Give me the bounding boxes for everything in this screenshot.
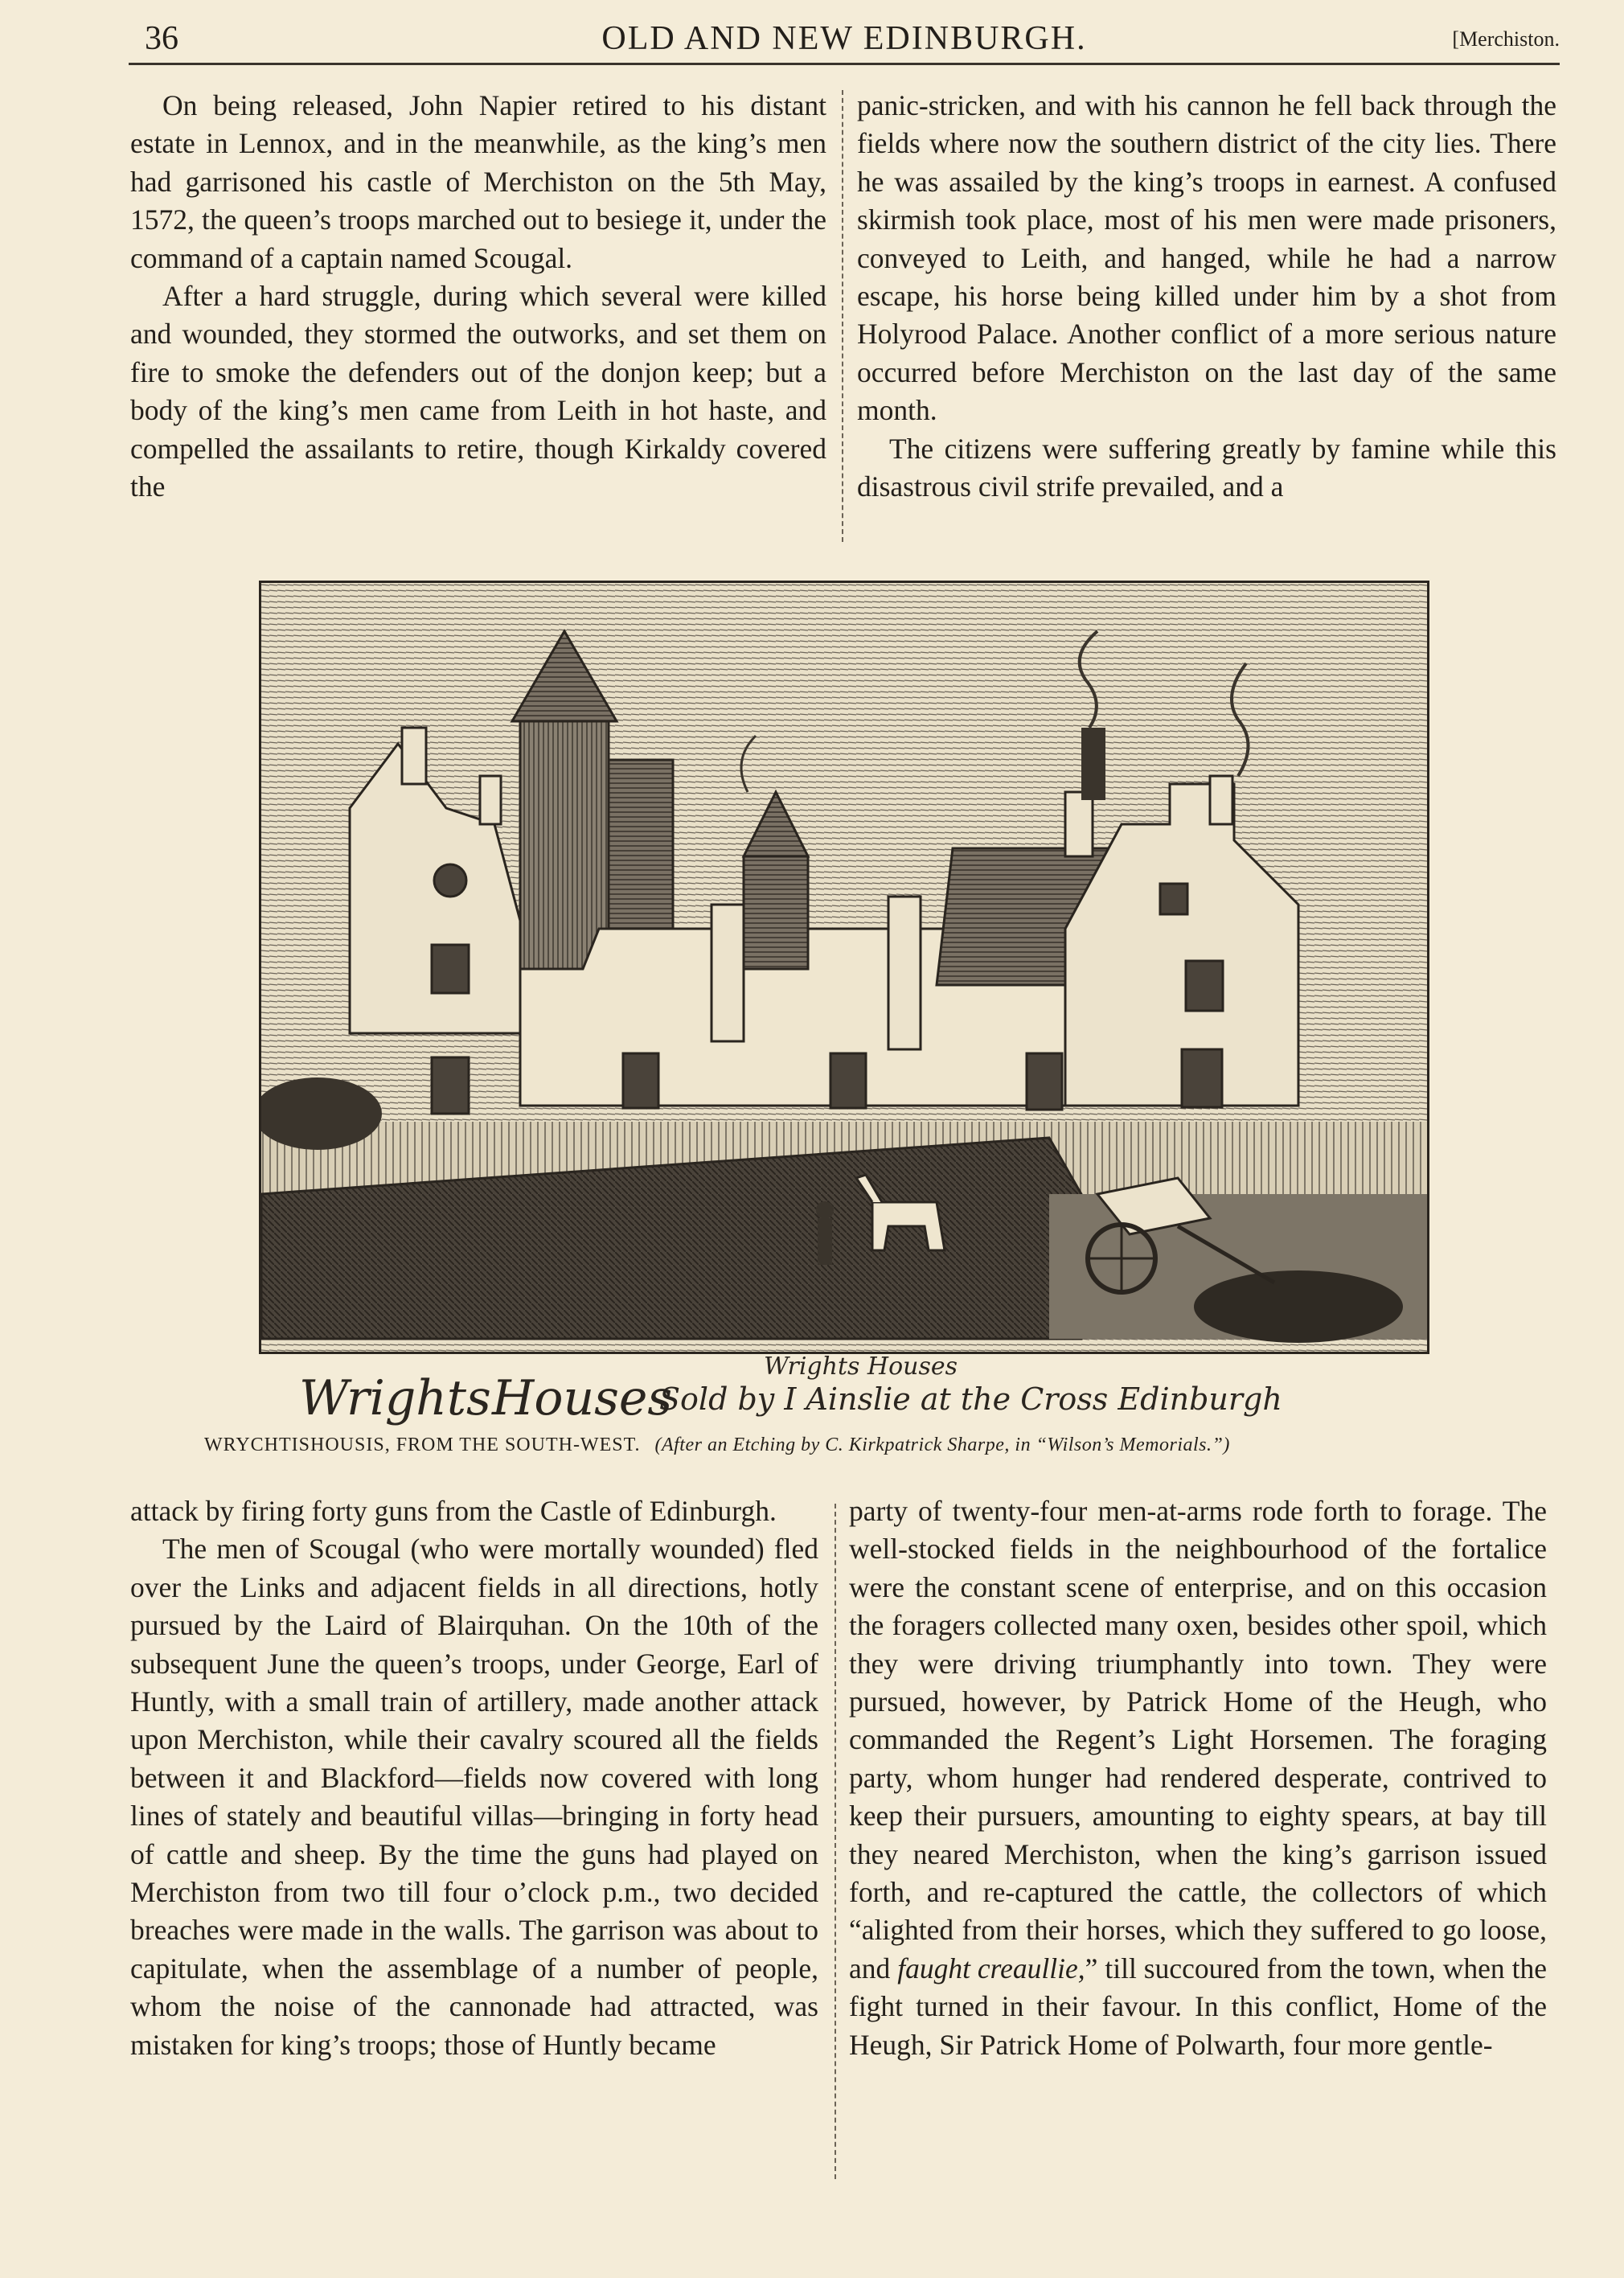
inscription-word-1: Wrights (299, 1370, 491, 1426)
column-divider (835, 1504, 836, 2179)
running-head (129, 14, 1560, 65)
paragraph-text: ” till succoured from the town, when the fight turned in their favour. In this conflict, Home of the Heugh, Sir Patrick Home of Polwarth, four more gentle- (849, 1952, 1547, 2061)
paragraph-text: party of twenty-four men-at-arms rode forth to forage. The well-stocked fields in the neighbourhood of the fortalice were the constant scene of enterprise, and on this occasion the foragers collected many oxen, besides other spoil, which they were driving triumphantly into town. They were pursued, however, by Patrick Home of the Heugh, who commanded the Regent’s Light Horsemen. The foraging party, whom hunger had rendered desperate, contrived to keep their pursuers, amounting to eighty spears, at bay till they neared Merchiston, when the king’s garrison issued forth, and re-captured the cattle, the collectors of which “alighted from their horses, which they suffered to go loose, and (849, 1495, 1547, 1985)
running-title: OLD AND NEW EDINBURGH. (601, 20, 1087, 57)
paragraph: panic-stricken, and with his cannon he fell back through the fields where now the southern district of the city lies. There he was assailed by the king’s troops in earnest. A confused skirmish took place, most of his men were made prisoners, conveyed to Leith, and hanged, while he had a narrow escape, his horse being killed under him by a shot from Holyrood Palace. Another conflict of a more serious nature occurred before Merchiston on the last day of the same month. (857, 89, 1556, 427)
paragraph (849, 1492, 1547, 2064)
column-top-left (130, 87, 826, 506)
paragraph: After a hard struggle, during which several were killed and wounded, they stormed the outworks, and set them on fire to smoke the defenders out of the donjon keep; but a body of the king’s men came from Leith in hot haste, and compelled the assailants to retire, though Kirkaldy covered the (130, 280, 826, 503)
italic-phrase: faught creaullie, (897, 1952, 1085, 1985)
column-divider (842, 90, 843, 542)
inscription-sold-by: Sold by I Ainslie at the Cross Edinburgh (659, 1381, 1282, 1417)
paragraph: The citizens were suffering greatly by famine while this disastrous civil strife prevailed, and a (857, 432, 1556, 503)
engraving-illustration (259, 581, 1429, 1354)
caption-credit: (After an Etching by C. Kirkpatrick Sharpe, in “Wilson’s Memorials.”) (654, 1435, 1230, 1455)
paragraph: attack by firing forty guns from the Castle of Edinburgh. (130, 1495, 777, 1527)
paragraph: On being released, John Napier retired to his distant estate in Lennox, and in the meanwhile, as the king’s men had garrisoned his castle of Merchiston on the 5th May, 1572, the queen’s troops marched out to besiege it, under the command of a captain named Scougal. (130, 89, 826, 274)
caption-title: WRYCHTISHOUSIS, FROM THE SOUTH-WEST. (204, 1435, 641, 1455)
inscription-small: Wrights Houses (764, 1352, 958, 1381)
figure-caption (204, 1435, 1507, 1456)
page-number: 36 (145, 20, 178, 57)
section-tag: [Merchiston. (1452, 27, 1560, 51)
column-bottom-left (130, 1492, 818, 2064)
column-top-right (857, 87, 1556, 506)
column-bottom-right (849, 1492, 1547, 2064)
paragraph: The men of Scougal (who were mortally wounded) fled over the Links and adjacent fields in all directions, hotly pursued by the Laird of Blairquhan. On the 10th of the subsequent June the queen’s troops, under George, Earl of Huntly, with a small train of artillery, made another attack upon Merchiston, while their cavalry scoured all the fields between it and Blackford—fields now covered with long lines of stately and beautiful villas—bringing in forty head of cattle and sheep. By the time the guns had played on Merchiston from two till four o’clock p.m., two decided breaches were made in the walls. The garrison was about to capitulate, when the assemblage of a number of people, whom the noise of the cannonade had attracted, was mistaken for king’s troops; those of Huntly became (130, 1533, 818, 2061)
wrights-houses-engraving (261, 583, 1427, 1352)
inscription-word-2: Houses (492, 1370, 673, 1426)
